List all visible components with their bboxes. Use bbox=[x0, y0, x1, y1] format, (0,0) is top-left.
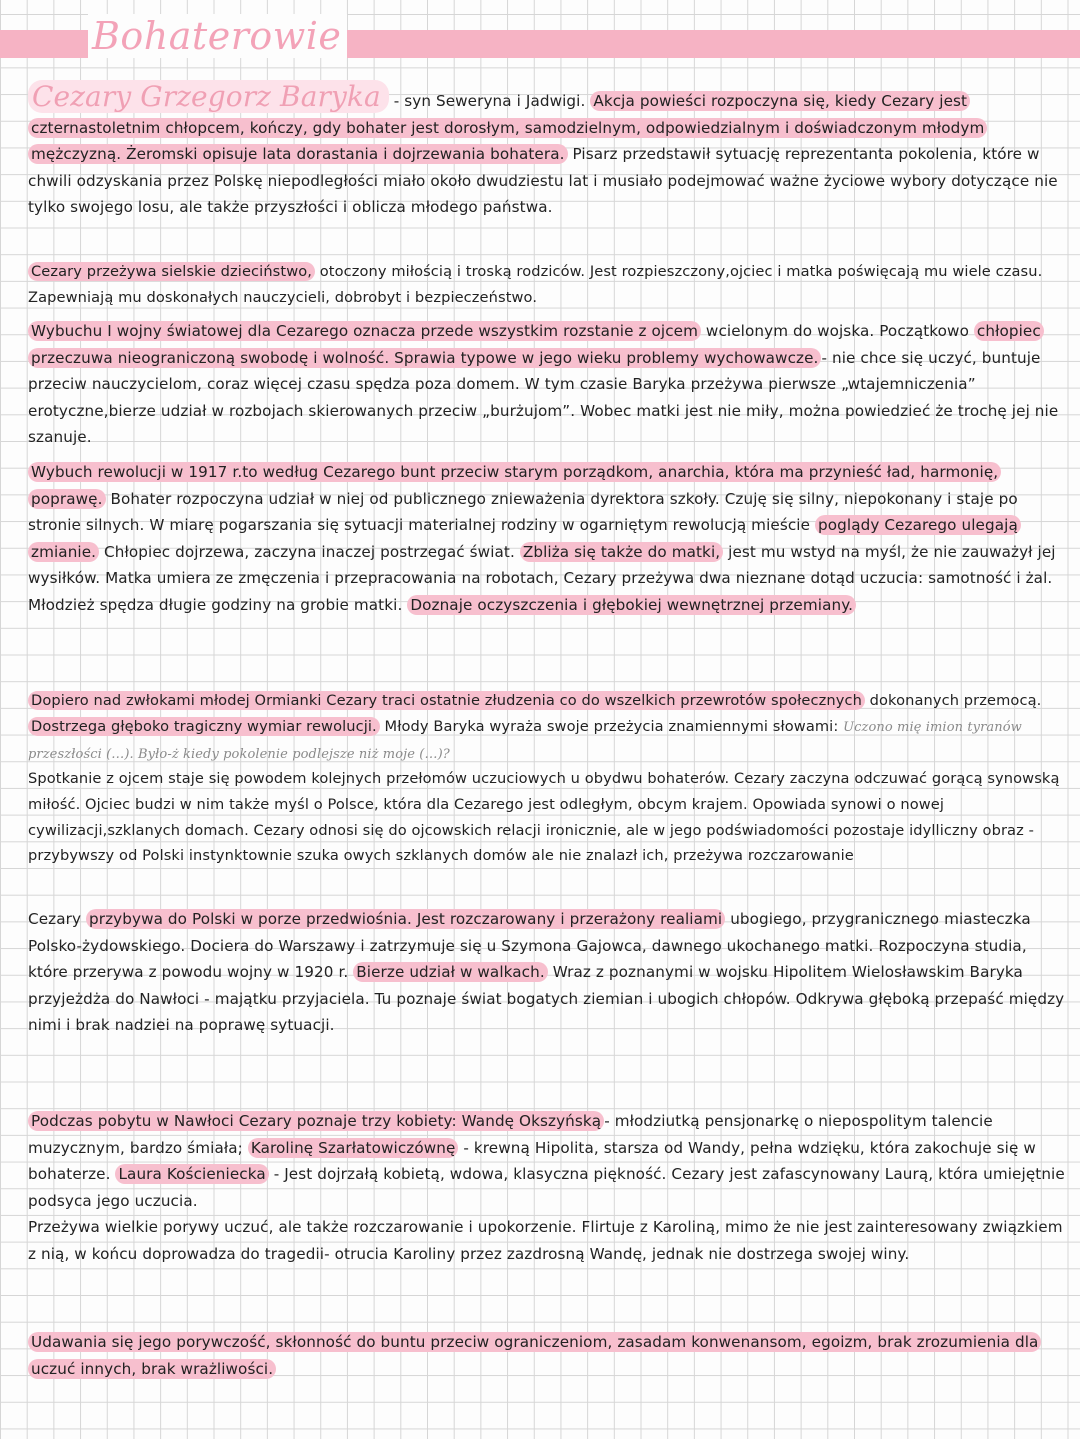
highlight: Doznaje oczyszczenia i głębokiej wewnętrznej przemiany. bbox=[407, 595, 856, 615]
paragraph-childhood: Cezary przeżywa sielskie dzieciństwo, otoczony miłością i troską rodziców. Jest rozpieszczony,ojciec i matka poświęcają mu wiele czasu. Zapewniają mu doskonałych nauczycieli, dobrobyt i bezpieczeństwo. bbox=[28, 263, 1043, 306]
highlight: przybywa do Polski w porze przedwiośnia. Jest rozczarowany i przerażony realiami bbox=[86, 909, 725, 929]
highlight: Wybuchu I wojny światowej dla Cezarego oznacza przede wszystkim rozstanie z ojcem bbox=[28, 321, 701, 341]
highlight: Bierze udział w walkach. bbox=[353, 962, 548, 982]
paragraph-poland: Cezary przybywa do Polski w porze przedwiośnia. Jest rozczarowany i przerażony realiami ubogiego, przygranicznego miasteczka Polsko-żydowskiego. Dociera do Warszawy i zatrzymuje się u Szymona Gajowca, dawnego ukochanego matki. Rozpoczyna studia, które przerywa z powodu wojny w 1920 r. Bierze udział w walkach. Wraz z poznanymi w wojsku Hipolitem Wielosławskim Baryka przyjeżdża do Nawłoci - majątku przyjaciela. Tu poznaje świat bogatych ziemian i ubogich chłopów. Odkrywa głęboką przepaść między nimi i brak nadziei na poprawę sytuacji. bbox=[28, 910, 1065, 1035]
paragraph-traits bbox=[28, 1329, 1068, 1382]
highlight: Dopiero nad zwłokami młodej Ormianki Cezary traci ostatnie złudzenia co do wszelkich przewrotów społecznych bbox=[28, 691, 865, 710]
highlight: Zbliża się także do matki, bbox=[520, 542, 723, 562]
paragraph-armenian: Dopiero nad zwłokami młodej Ormianki Cezary traci ostatnie złudzenia co do wszelkich przewrotów społecznych dokonanych przemocą. Dostrzega głęboko tragiczny wymiar rewolucji. Młody Baryka wyraża swoje przeżycia znamiennymi słowami: Uczono mię imion tyranów przeszłości (…). Było-ż kiedy pokolenie podlejsze niż moje (…)? bbox=[28, 692, 1042, 762]
paragraph-war: Wybuchu I wojny światowej dla Cezarego oznacza przede wszystkim rozstanie z ojcem wcielonym do wojska. Początkowo chłopiec przeczuwa nieograniczoną swobodę i wolność. Sprawia typowe w jego wieku problemy wychowawcze. - nie chce się uczyć, buntuje przeciw nauczycielom, coraz więcej czasu spędza poza domem. W tym czasie Baryka przeżywa pierwsze „wtajemniczenia” erotyczne,bierze udział w rozbojach skierowanych przeciw „burżujom”. Wobec matki jest nie miły, można powiedzieć że trochę jej nie szanuje. bbox=[28, 322, 1059, 447]
paragraph-revolution: Wybuch rewolucji w 1917 r.to według Cezarego bunt przeciw starym porządkom, anarchia, która ma przynieść ład, harmonię, poprawę. Bohater rozpoczyna udział w niej od publicznego znieważenia dyrektora szkoły. Czuję się silny, niepokonany i staje po stronie silnych. W miarę pogarszania się sytuacji materialnej rodziny w ogarniętym rewolucją mieście poglądy Cezarego ulegają zmianie. Chłopiec dojrzewa, zaczyna inaczej postrzegać świat. Zbliża się także do matki, jest mu wstyd na myśl, że nie zauważył jej wysiłków. Matka umiera ze zmęczenia i przepracowania na robotach, Cezary przeżywa dwa nieznane dotąd uczucia: samotność i żal. Młodzież spędza długie godziny na grobie matki. Doznaje oczyszczenia i głębokiej wewnętrznej przemiany. bbox=[28, 463, 1056, 614]
highlight: Podczas pobytu w Nawłoci Cezary poznaje trzy kobiety: Wandę Okszyńską bbox=[28, 1111, 604, 1131]
paragraph-intro: Cezary Grzegorz Baryka - syn Seweryna i Jadwigi. Akcja powieści rozpoczyna się, kiedy Cezary jest czternastoletnim chłopcem, kończy, gdy bohater jest dorosłym, samodzielnym, odpowiedzialnym i doświadczonym młodym mężczyzną. Żeromski opisuje lata dorastania i dojrzewania bohatera. Pisarz przedstawił sytuację reprezentanta pokolenia, które w chwili odzyskania przez Polskę niepodległości miało około dwudziestu lat i musiało podejmować ważne życiowe wybory dotyczące nie tylko swojego losu, ale także przyszłości i oblicza młodego państwa. bbox=[28, 80, 1058, 217]
highlight: Karolinę Szarłatowiczównę bbox=[248, 1138, 459, 1158]
highlight: Akcja powieści rozpoczyna się, kiedy Cezary jest czternastoletnim chłopcem, kończy, gdy bohater jest dorosłym, samodzielnym, odpowiedzialnym i doświadczonym młodym mężczyzną. Żeromski opisuje lata dorastania i dojrzewania bohatera. bbox=[28, 91, 987, 164]
highlight: poglądy Cezarego ulegają zmianie. bbox=[28, 515, 1021, 562]
highlight: Wybuch rewolucji w 1917 r.to według Cezarego bunt przeciw starym porządkom, anarchia, która ma przynieść ład, harmonię, poprawę. bbox=[28, 462, 1001, 509]
quote: Uczono mię imion tyranów przeszłości (…). Było-ż kiedy pokolenie podlejsze niż moje (…)? bbox=[28, 719, 1022, 762]
page-title: Bohaterowie bbox=[88, 14, 347, 58]
highlight: Cezary przeżywa sielskie dzieciństwo, bbox=[28, 262, 315, 281]
highlight: chłopiec przeczuwa nieograniczoną swobodę i wolność. Sprawia typowe w jego wieku problemy wychowawcze. bbox=[28, 321, 1044, 368]
paragraph-father: Spotkanie z ojcem staje się powodem kolejnych przełomów uczuciowych u obydwu bohaterów. Cezary zaczyna odczuwać gorącą synowską miłość. Ojciec budzi w nim także myśl o Polsce, która dla Cezarego jest odległym, obcym krajem. Opowiada synowi o nowej cywilizacji,szklanych domach. Cezary odnosi się do ojcowskich relacji ironicznie, ale w jego podświadomości pozostaje idylliczny obraz - przybywszy od Polski instynktownie szuka owych szklanych domów ale nie znalazł ich, przeżywa rozczarowanie bbox=[28, 770, 1060, 865]
character-name: Cezary Grzegorz Baryka bbox=[28, 80, 389, 113]
highlight: Laura Kościeniecka bbox=[115, 1164, 268, 1184]
paragraph-women: Podczas pobytu w Nawłoci Cezary poznaje trzy kobiety: Wandę Okszyńską - młodziutką pensjonarkę o niepospolitym talencie muzycznym, bardzo śmiała; Karolinę Szarłatowiczównę - krewną Hipolita, starsza od Wandy, pełna wdzięku, która zakochuje się w bohaterze. Laura Kościeniecka - Jest dojrzałą kobietą, wdowa, klasyczna piękność. Cezary jest zafascynowany Laurą, która umiejętnie podsyca jego uczucia. Przeżywa wielkie porywy uczuć, ale także rozczarowanie i upokorzenie. Flirtuje z Karoliną, mimo że nie jest zainteresowany związkiem z nią, w końcu doprowadza do tragedii- otrucia Karoliny przez zazdrosną Wandę, jednak nie dostrzega swojej winy. bbox=[28, 1112, 1065, 1263]
highlight: Dostrzega głęboko tragiczny wymiar rewolucji. bbox=[28, 717, 380, 736]
highlight: Udawania się jego porywczość, skłonność do buntu przeciw ograniczeniom, zasadam konwenansom, egoizm, brak zrozumienia dla uczuć innych, brak wrażliwości. bbox=[28, 1332, 1041, 1379]
